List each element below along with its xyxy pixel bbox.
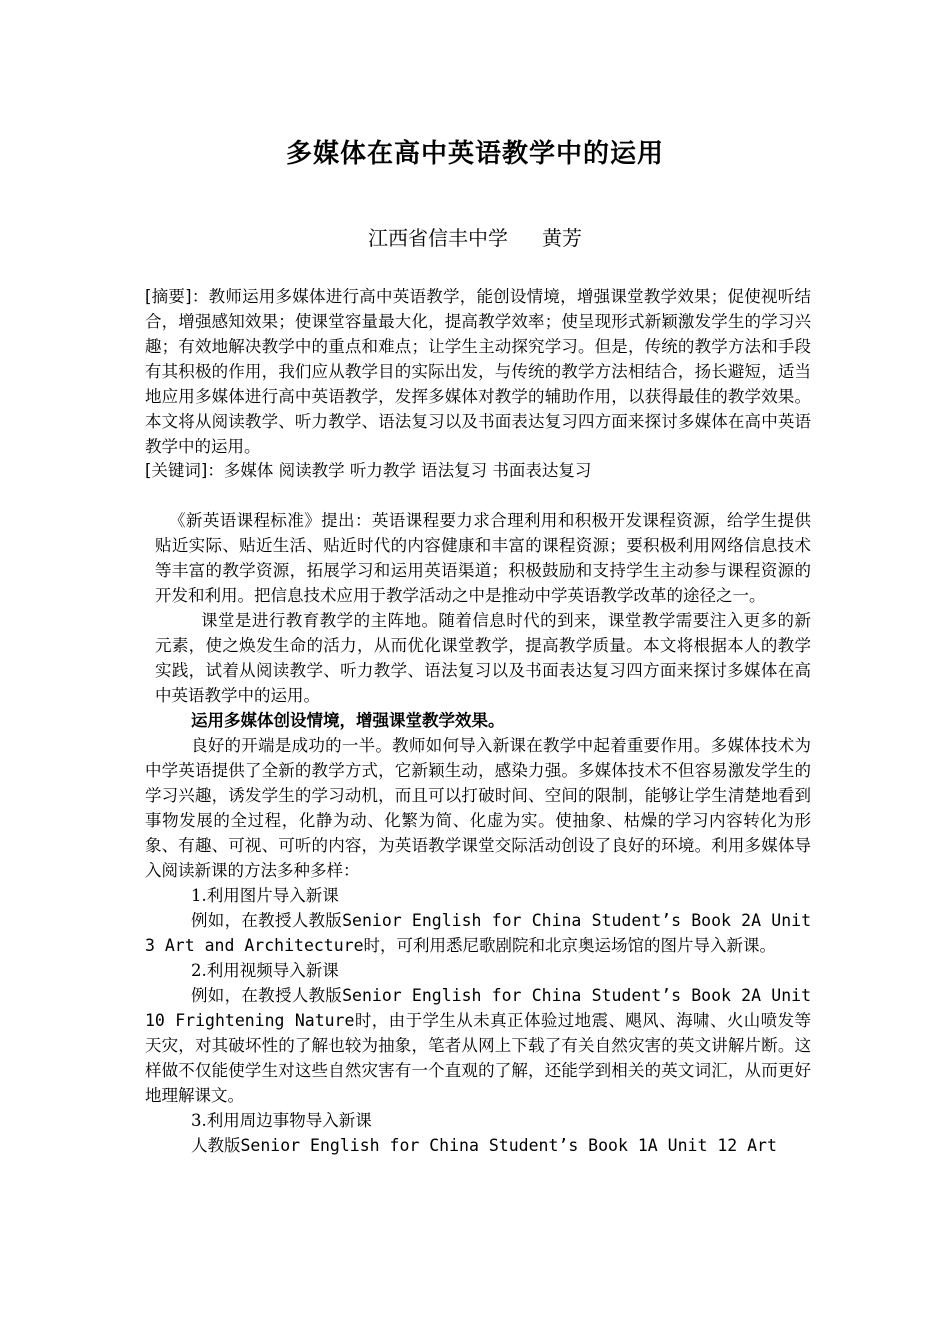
example-lead: 例如，在教授人教版 <box>191 911 343 930</box>
keywords-section <box>145 458 811 483</box>
author-byline <box>0 222 950 251</box>
example-text: 时，可利用悉尼歌剧院和北京奥运场馆的图片导入新课。 <box>363 936 777 955</box>
list-item-title: 3.利用周边事物导入新课 <box>191 1111 372 1130</box>
list-item-body <box>145 983 811 1108</box>
paragraph-classroom: 课堂是进行教育教学的主阵地。随着信息时代的到来，课堂教学需要注入更多的新元素，使之焕发生命的活力，从而优化课堂教学，提高教学质量。本文将根据本人的教学实践，试着从阅读教学、听力教学、语法复习以及书面表达复习四方面来探讨多媒体在高中英语教学中的运用。 <box>155 611 811 705</box>
list-item-body <box>145 908 811 958</box>
textbook-reference: Senior English for China Student’s Book 2A Unit 3 Art and Architecture <box>145 911 812 955</box>
school-name: 江西省信丰中学 <box>368 226 508 250</box>
example-lead: 人教版 <box>191 1136 241 1155</box>
section-heading: 运用多媒体创设情境，增强课堂教学效果。 <box>191 711 505 730</box>
list-item-title: 1.利用图片导入新课 <box>191 886 339 905</box>
abstract-label: [摘要] <box>145 287 192 306</box>
paragraph-curriculum: 《新英语课程标准》提出：英语课程要力求合理利用和积极开发课程资源，给学生提供贴近实际、贴近生活、贴近时代的内容健康和丰富的课程资源；要积极利用网络信息技术等丰富的教学资源，拓展学习和运用英语渠道；积极鼓励和支持学生主动参与课程资源的开发和利用。把信息技术应用于教学活动之中是推动中学英语教学改革的途径之一。 <box>155 511 811 605</box>
example-lead: 例如，在教授人教版 <box>191 986 343 1005</box>
author-name: 黄芳 <box>542 226 582 250</box>
textbook-reference: Senior English for China Student’s Book 1A Unit 12 Art <box>240 1136 777 1155</box>
list-item-title: 2.利用视频导入新课 <box>191 961 339 980</box>
textbook-reference: Senior English for China Student’s Book 2A Unit 10 Frightening Nature <box>145 986 812 1030</box>
body-text <box>145 508 811 1158</box>
paragraph-introduction: 良好的开端是成功的一半。教师如何导入新课在教学中起着重要作用。多媒体技术为中学英语提供了全新的教学方式，它新颖生动，感染力强。多媒体技术不但容易激发学生的学习兴趣，诱发学生的学习动机，而且可以打破时间、空间的限制，能够让学生清楚地看到事物发展的全过程，化静为动、化繁为简、化虚为实。使抽象、枯燥的学习内容转化为形象、有趣、可视、可听的内容，为英语教学课堂交际活动创设了良好的环境。利用多媒体导入阅读新课的方法多种多样： <box>145 736 811 880</box>
abstract-section <box>145 284 811 459</box>
keywords-text: ：多媒体 阅读教学 听力教学 语法复习 书面表达复习 <box>207 461 592 480</box>
document-title: 多媒体在高中英语教学中的运用 <box>285 139 664 169</box>
abstract-text: ：教师运用多媒体进行高中英语教学，能创设情境，增强课堂教学效果；促使视听结合，增强感知效果；使课堂容量最大化，提高教学效率；使呈现形式新颖激发学生的学习兴趣；有效地解决教学中的重点和难点；让学生主动探究学习。但是，传统的教学方法和手段有其积极的作用，我们应从教学目的实际出发，与传统的教学方法相结合，扬长避短，适当地应用多媒体进行高中英语教学，发挥多媒体对教学的辅助作用，以获得最佳的教学效果。本文将从阅读教学、听力教学、语法复习以及书面表达复习四方面来探讨多媒体在高中英语教学中的运用。 <box>145 287 812 456</box>
list-item-body <box>145 1133 811 1158</box>
keywords-label: [关键词] <box>145 461 208 480</box>
example-text: 时，由于学生从未真正体验过地震、飓风、海啸、火山喷发等天灾，对其破坏性的了解也较为抽象，笔者从网上下载了有关自然灾害的英文讲解片断。这样做不仅能使学生对这些自然灾害有一个直观的了解，还能学到相关的英文词汇，从而更好地理解课文。 <box>145 1011 811 1105</box>
